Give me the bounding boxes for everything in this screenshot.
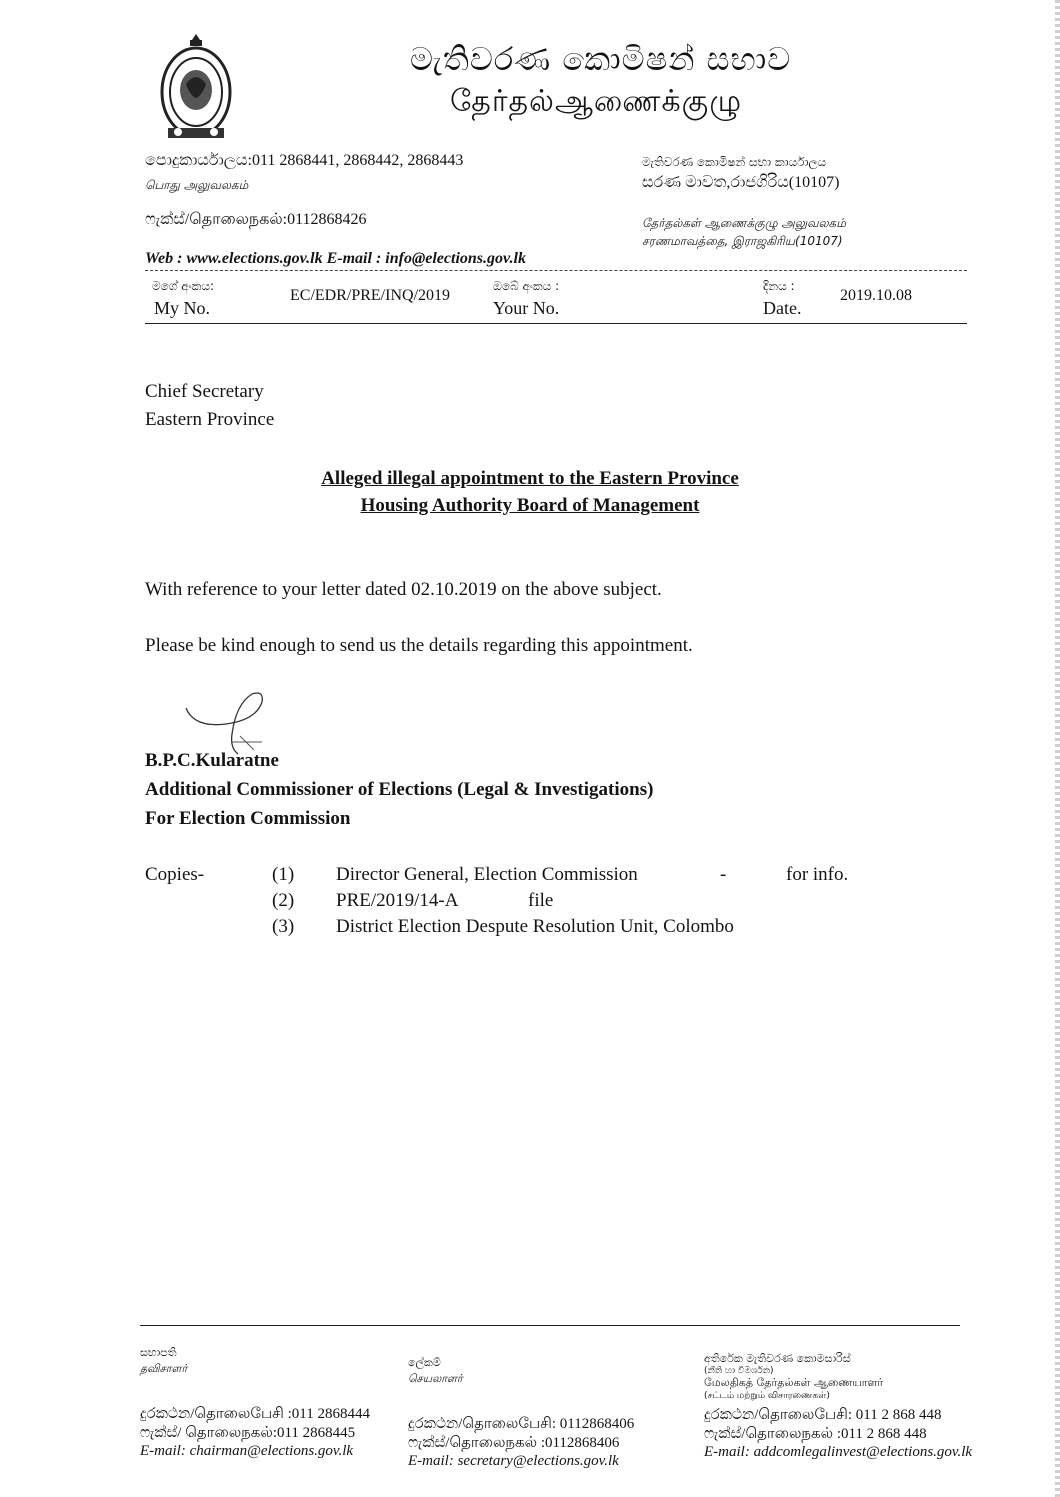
copies-label: Copies- [145,864,205,885]
your-no-sinhala: ඔබේ අංකය : [493,279,560,293]
copy-item-2-number: (2) [272,890,295,911]
addl-commissioner-fax: ෆැක්ස්/தொலைநகல் :011 2 868 448 [704,1426,927,1442]
copy-item-3-number: (3) [272,916,295,937]
general-office-phone: පොදුකාර්යාලය:011 2868441, 2868442, 2868443 [145,152,464,169]
addl-commissioner-label-sinhala: අතිරේක මැතිවරණ කොමසාරිස් [704,1352,851,1365]
header-divider-bottom [145,323,967,324]
body-paragraph-1: With reference to your letter dated 02.10.2019 on the above subject. [145,579,662,600]
body-paragraph-2: Please be kind enough to send us the details regarding this appointment. [145,635,693,656]
date-value: 2019.10.08 [840,287,912,304]
signatory-org: For Election Commission [145,808,351,829]
office-address-sinhala: සරණ මාවත,රාජගිරිය(10107) [642,174,840,191]
footer-secretary [408,1356,634,1470]
scan-edge-artifact [1055,0,1060,1497]
chairman-label-tamil: தவிசாளர் [140,1362,188,1375]
footer-chairman [140,1346,370,1460]
addressee-line1: Chief Secretary [145,381,264,402]
header-title-sinhala: මැතිවරණ කොමිෂන් සභාව [410,40,792,78]
header-title-tamil: தேர்தல்ஆணைக்குழு [450,84,743,119]
chairman-email: E-mail: chairman@elections.gov.lk [140,1443,354,1459]
secretary-label-tamil: செயலாளர் [408,1372,463,1385]
addl-commissioner-email: E-mail: addcomlegalinvest@elections.gov.lk [704,1444,973,1460]
addl-commissioner-sublabel-tamil: (சட்டம் மற்றும் விசாரணைகள்) [704,1391,830,1401]
secretary-label-sinhala: ලේකම් [408,1356,441,1369]
header-divider-top [145,270,967,271]
web-email-line: Web : www.elections.gov.lk E-mail : info@elections.gov.lk [145,250,526,267]
sri-lanka-emblem-logo [158,32,234,144]
chairman-fax: ෆැක්ස්/ தொலைநகல்:011 2868445 [140,1425,356,1441]
copy-item-1-note: for info. [786,864,849,885]
footer-divider [140,1325,960,1326]
copy-item-1-text: Director General, Election Commission [336,864,638,885]
my-no-value: EC/EDR/PRE/INQ/2019 [290,287,451,304]
copy-item-1-dash: - [720,864,727,885]
copy-item-2-text: PRE/2019/14-A [336,890,459,911]
addl-commissioner-phone: දුරකථන/தொலைபேசி: 011 2 868 448 [704,1407,942,1423]
general-office-label-tamil: பொது அலுவலகம் [145,178,249,192]
date-sinhala: දිනය : [763,279,795,293]
secretary-email: E-mail: secretary@elections.gov.lk [408,1453,619,1469]
copy-item-1-number: (1) [272,864,295,885]
copy-item-2-note: file [528,890,554,911]
copy-item-3-text: District Election Despute Resolution Unit, Colombo [336,916,734,937]
my-no-sinhala: මගේ අංකය: [152,279,215,293]
office-fax: ෆැක්ස්/தொலைநகல்:0112868426 [145,211,367,228]
subject-line1: Alleged illegal appointment to the Eastern Province [321,468,739,489]
signatory-name: B.P.C.Kularatne [145,750,279,771]
addl-commissioner-sublabel-sinhala: (නීති හා විමර්ශන) [704,1366,774,1376]
office-name-tamil: தேர்தல்கள் ஆணைக்குழு அலுவலகம் [642,216,846,230]
your-no-label: Your No. [493,298,560,318]
addressee-line2: Eastern Province [145,409,275,430]
secretary-phone: දුරකථන/தொலைபேசி: 0112868406 [408,1416,635,1432]
office-address-tamil: சரணமாவத்தை, இராஜகிரிய(10107) [642,234,843,248]
office-name-sinhala: මැතිවරණ කොමිෂන් සභා කාර්යාලය [642,155,827,169]
footer-addl-commissioner [704,1352,972,1461]
chairman-phone: දුරකථන/தொலைபேசி :011 2868444 [140,1406,371,1422]
my-no-label: My No. [154,298,211,318]
addl-commissioner-label-tamil: மேலதிகத் தேர்தல்கள் ஆணையாளர் [704,1376,884,1389]
signatory-title: Additional Commissioner of Elections (Legal & Investigations) [145,779,654,800]
secretary-fax: ෆැක්ස්/தொலைநகல் :0112868406 [408,1435,620,1451]
date-label: Date. [763,298,802,318]
subject-line2: Housing Authority Board of Management [360,495,700,516]
chairman-label-sinhala: සභාපති [140,1346,177,1359]
